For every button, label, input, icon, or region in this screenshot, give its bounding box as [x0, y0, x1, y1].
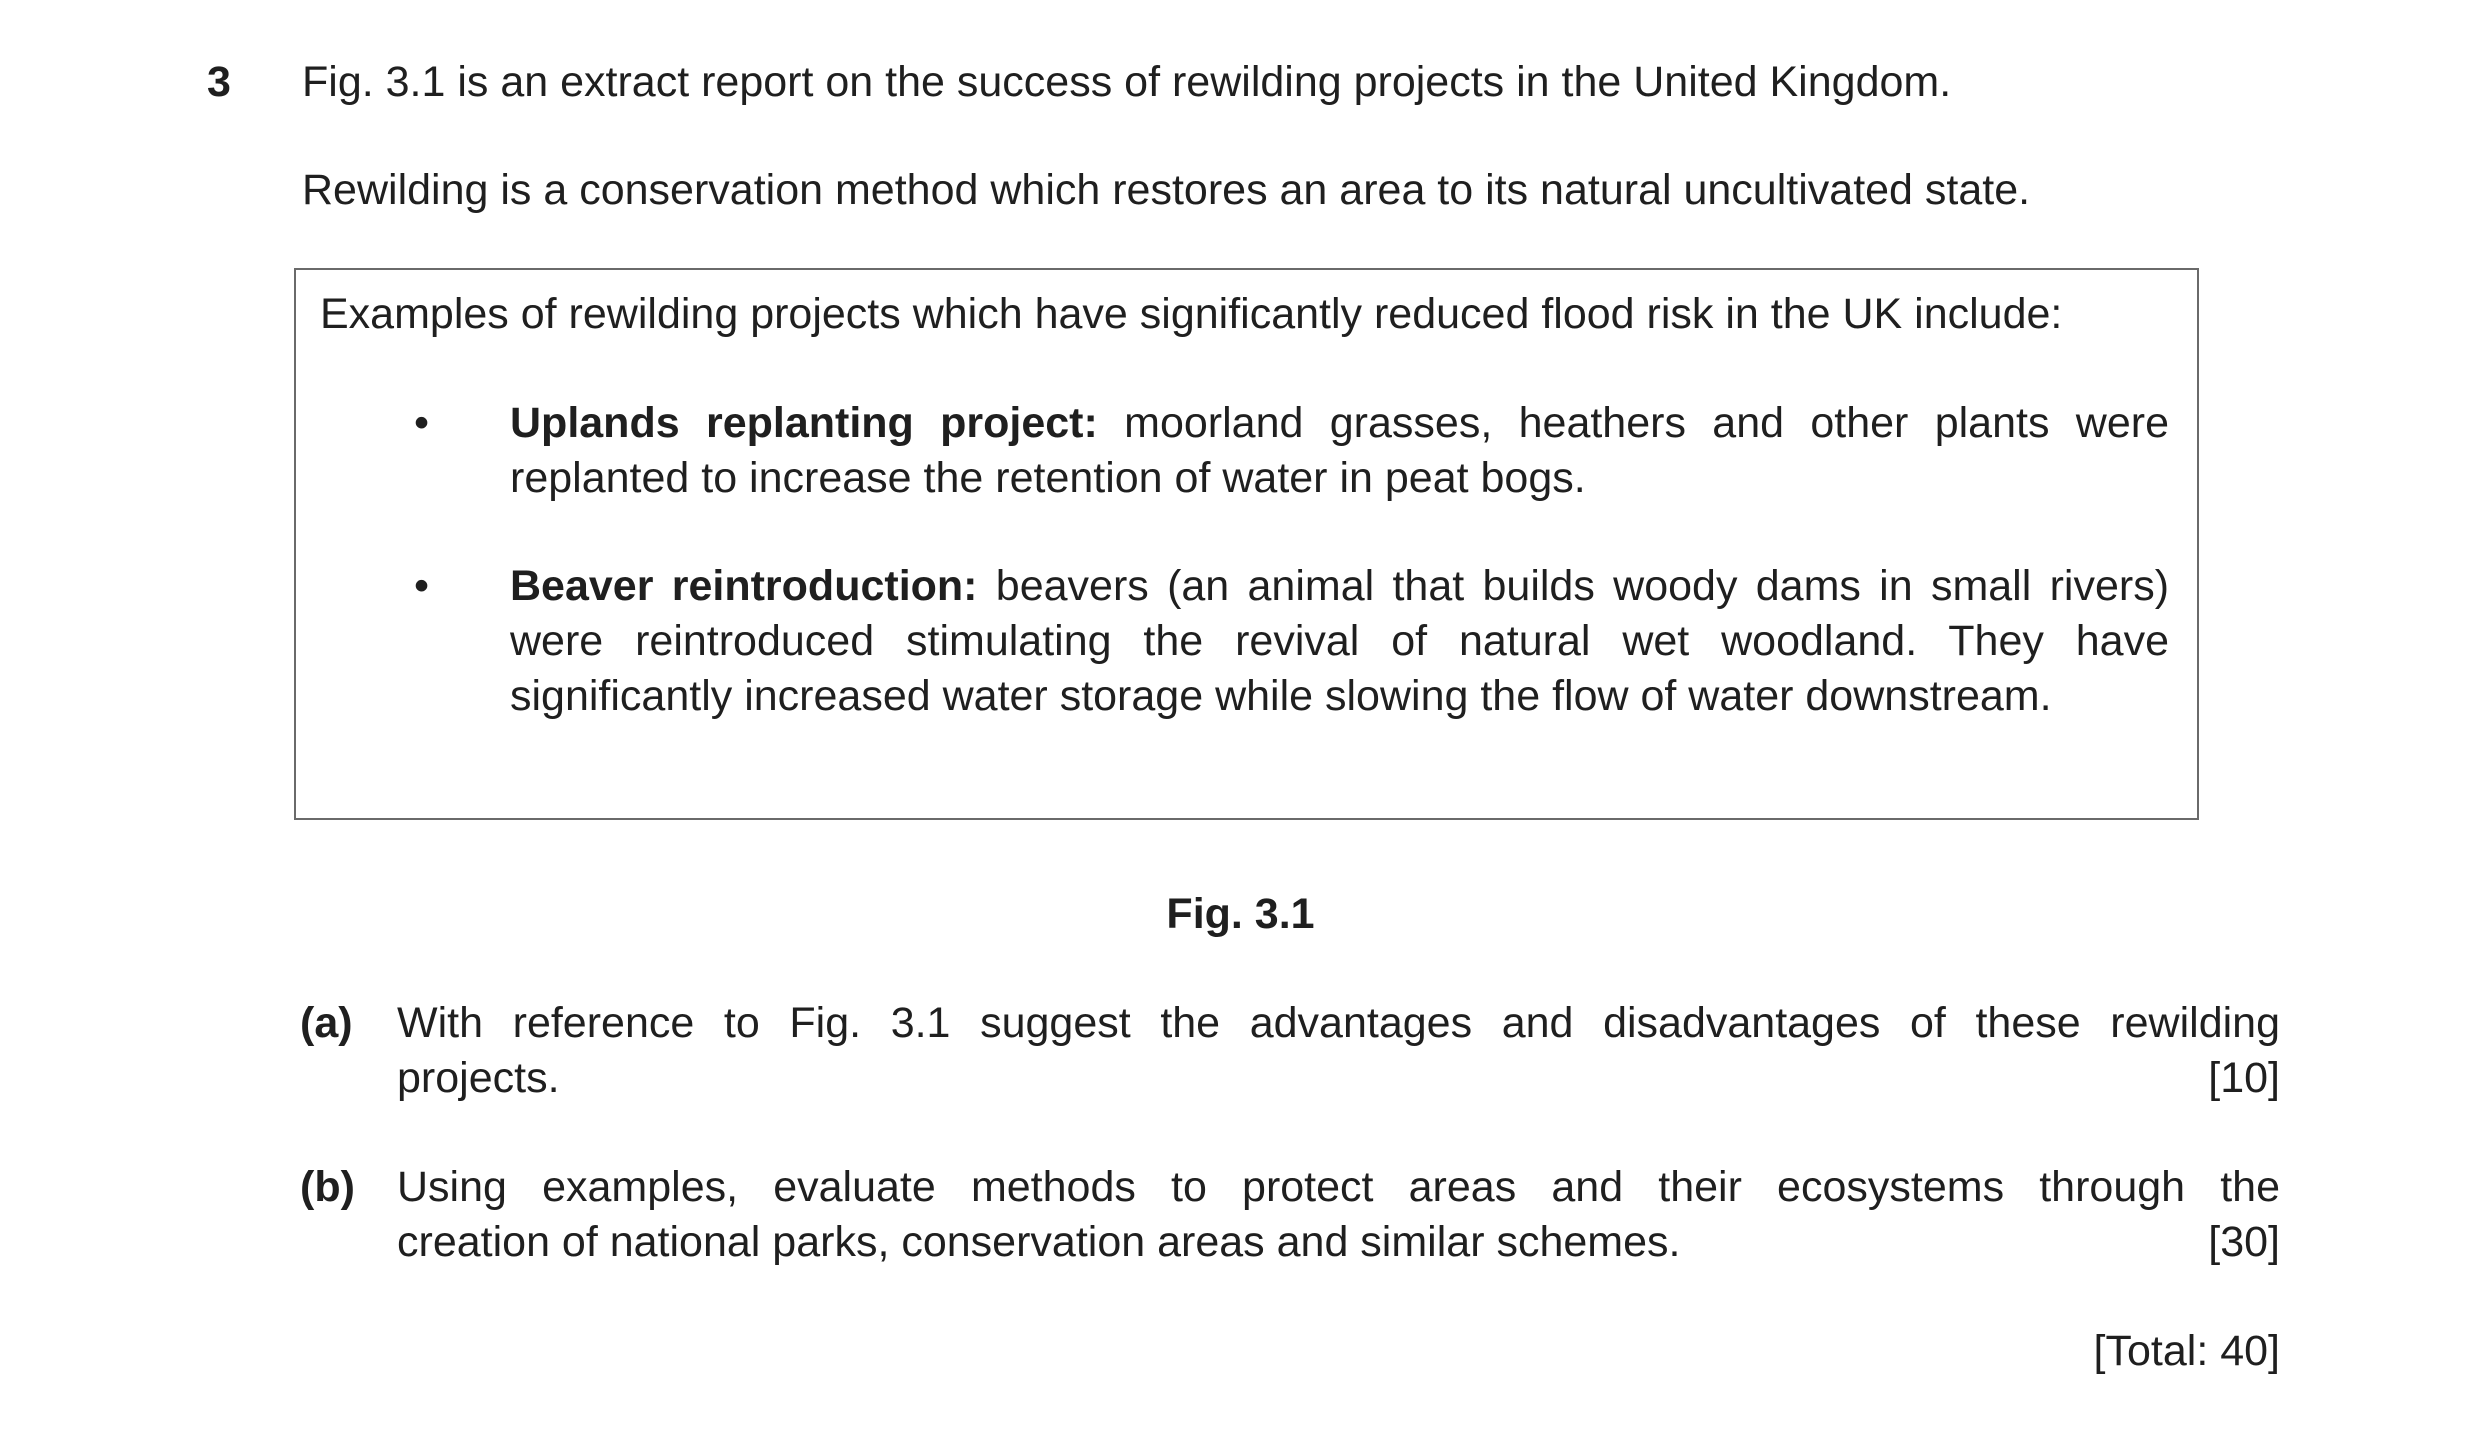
part-b-label: (b)	[300, 1163, 355, 1211]
item-title: Uplands replanting project:	[510, 399, 1098, 447]
part-a-text	[397, 996, 2280, 1106]
item-text: moorland grasses, heathers and other plants were replanted to increase the retention of water in peat bogs.	[510, 399, 2169, 502]
part-b-text	[397, 1160, 2280, 1270]
figure-caption: Fig. 3.1	[1166, 890, 1315, 938]
part-line-end	[397, 1215, 2280, 1270]
rewilding-definition: Rewilding is a conservation method which restores an area to its natural uncultivated state.	[302, 166, 2031, 214]
part-line-end	[397, 1051, 2280, 1106]
part-line: With reference to Fig. 3.1 suggest the advantages and disadvantages of these rewilding	[397, 999, 2280, 1047]
item-text: beavers (an animal that builds woody dams in small rivers) were reintroduced stimulating the revival of natural wet woodland. They have significantly increased water storage while slowing the flow of water downstream.	[510, 562, 2170, 720]
figure-intro: Examples of rewilding projects which have significantly reduced flood risk in the UK include:	[320, 290, 2063, 338]
marks-label: [10]	[2208, 1054, 2280, 1102]
item-title: Beaver reintroduction:	[510, 562, 978, 610]
marks-label: [30]	[2208, 1218, 2280, 1266]
question-intro-line: Fig. 3.1 is an extract report on the success of rewilding projects in the United Kingdom.	[302, 58, 1952, 106]
total-marks: [Total: 40]	[2093, 1327, 2280, 1375]
part-line: creation of national parks, conservation areas and similar schemes.	[397, 1218, 1681, 1266]
part-line: projects.	[397, 1054, 560, 1102]
bullet-icon: •	[414, 562, 430, 610]
list-item-beaver	[510, 559, 2169, 724]
question-number: 3	[207, 58, 231, 106]
part-line: Using examples, evaluate methods to protect areas and their ecosystems through the	[397, 1163, 2280, 1211]
part-a-label: (a)	[300, 999, 353, 1047]
list-item-uplands	[510, 396, 2169, 506]
figure-box	[294, 268, 2199, 820]
bullet-icon: •	[414, 399, 430, 447]
